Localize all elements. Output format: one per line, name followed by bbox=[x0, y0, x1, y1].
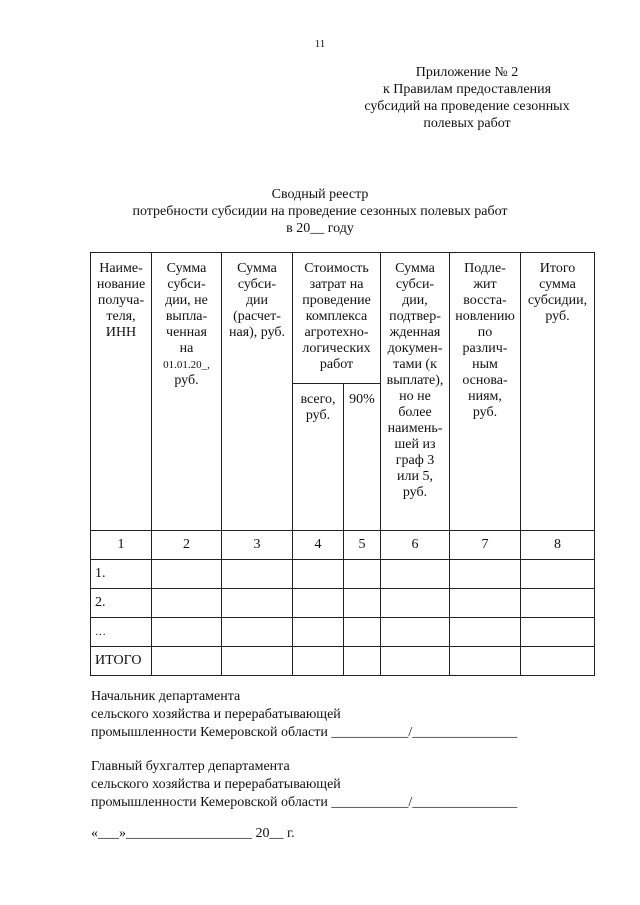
header-cost-total: всего, руб. bbox=[293, 384, 344, 531]
title-line: потребности субсидии на проведение сезонных полевых работ bbox=[132, 204, 508, 219]
registry-table bbox=[90, 252, 595, 676]
signature-head-of-department: Начальник департамента сельского хозяйства и перерабатывающей промышленности Кемеровской области ___________/_______________ bbox=[91, 689, 518, 740]
row-label: 1. bbox=[91, 560, 152, 589]
header-calculated-subsidy: Сумма субси- дии (расчет- ная), руб. bbox=[222, 253, 293, 531]
title-line: в 20__ году bbox=[286, 221, 354, 236]
appendix-line: к Правилам предоставления bbox=[382, 82, 552, 97]
column-number: 1 bbox=[91, 531, 152, 560]
appendix-line: субсидий на проведение сезонных bbox=[364, 99, 570, 114]
header-total-subsidy: Итого сумма субсидии, руб. bbox=[521, 253, 595, 531]
signature-chief-accountant: Главный бухгалтер департамента сельского хозяйства и перерабатывающей промышленности Кемеровской области ___________/_______________ bbox=[91, 759, 518, 810]
row-label-total: ИТОГО bbox=[91, 647, 152, 676]
column-numbers-row bbox=[91, 531, 595, 560]
table-row bbox=[91, 618, 595, 647]
date-line: «___»__________________ 20__ г. bbox=[91, 826, 295, 841]
appendix-line: полевых работ bbox=[423, 116, 511, 131]
document-title bbox=[0, 186, 640, 237]
appendix-header bbox=[352, 64, 582, 132]
header-recipient: Наиме- нование получа- теля, ИНН bbox=[91, 253, 152, 531]
table-row bbox=[91, 589, 595, 618]
column-number: 7 bbox=[450, 531, 521, 560]
header-unpaid-subsidy: Сумма субси- дии, не выпла- ченная на 01.01.20_, руб. bbox=[152, 253, 222, 531]
column-number: 6 bbox=[381, 531, 450, 560]
row-label: … bbox=[91, 618, 152, 647]
table-row bbox=[91, 560, 595, 589]
header-cost-90-percent: 90% bbox=[344, 384, 381, 531]
column-number: 4 bbox=[293, 531, 344, 560]
column-number: 2 bbox=[152, 531, 222, 560]
table-total-row bbox=[91, 647, 595, 676]
header-agrotech-cost: Стоимость затрат на проведение комплекса агротехно- логических работ bbox=[293, 253, 381, 384]
column-number: 3 bbox=[222, 531, 293, 560]
header-refundable: Подле- жит восста- новлению по различ- ным основа- ниям, руб. bbox=[450, 253, 521, 531]
title-line: Сводный реестр bbox=[271, 187, 369, 202]
row-label: 2. bbox=[91, 589, 152, 618]
header-confirmed-subsidy: Сумма субси- дии, подтвер- жденная докумен- тами (к выплате), но не более наимень- шей из граф 3 или 5, руб. bbox=[381, 253, 450, 531]
page-number: 11 bbox=[314, 38, 326, 50]
column-number: 5 bbox=[344, 531, 381, 560]
appendix-line: Приложение № 2 bbox=[415, 65, 519, 80]
column-number: 8 bbox=[521, 531, 595, 560]
